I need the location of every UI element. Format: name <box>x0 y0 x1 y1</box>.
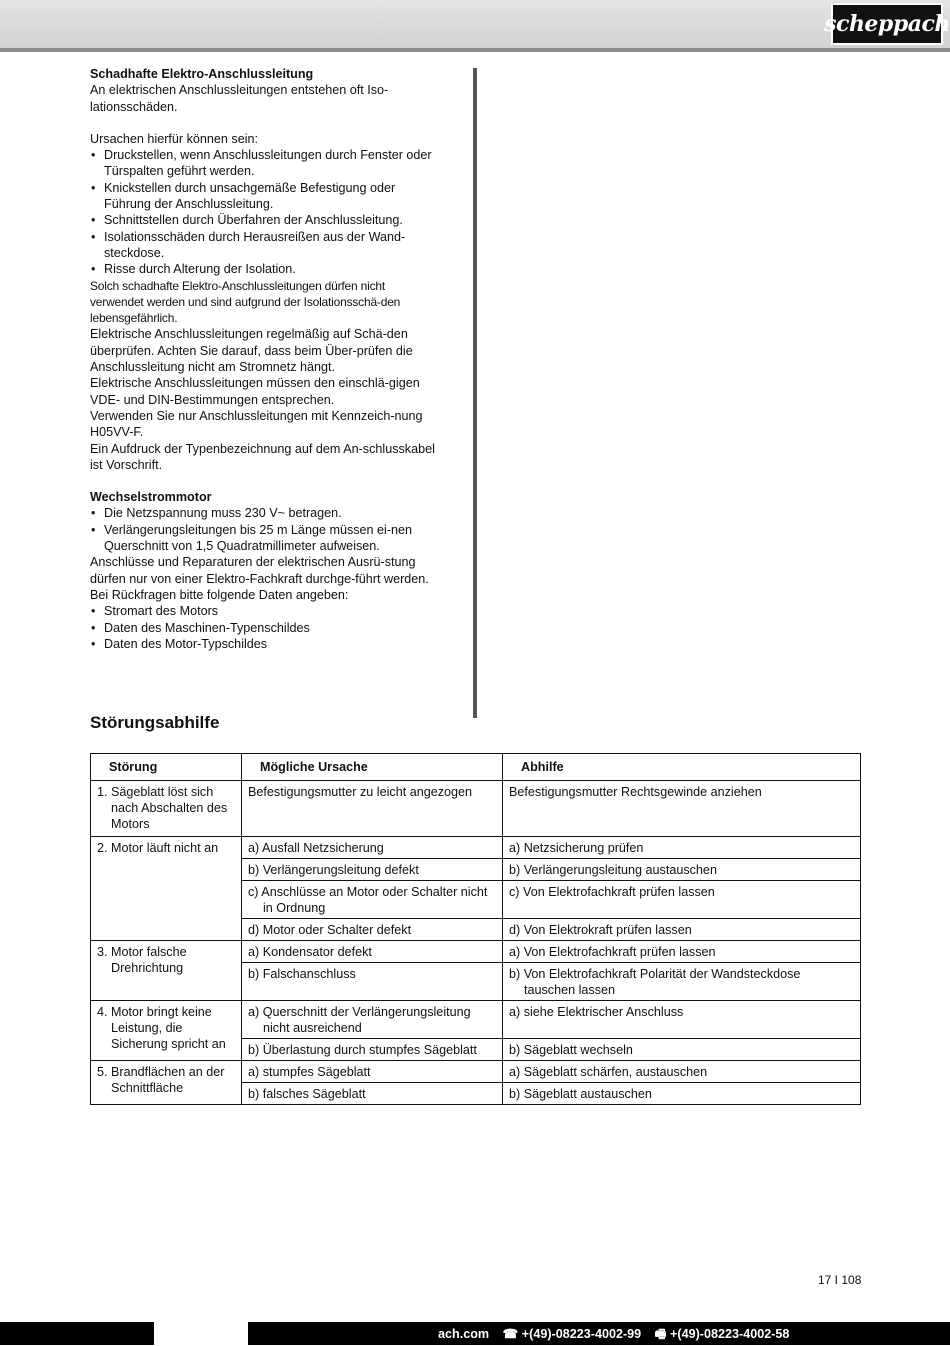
warning-text: Solch schadhafte Elektro-Anschlussleitungen dürfen nicht verwendet werden und sind aufgrund der Isolationsschä-den lebensgefährlich. <box>90 278 401 326</box>
list-item: • Daten des Maschinen-Typenschildes <box>90 620 440 636</box>
cause-cell: b) Falschanschluss <box>248 967 356 981</box>
footer-gap <box>154 1322 248 1345</box>
remedy-cell: a) Von Elektrofachkraft prüfen lassen <box>509 945 716 959</box>
website-link[interactable]: ach.com <box>438 1327 490 1341</box>
phone-number: ☎ +(49)-08223-4002-99 <box>502 1327 642 1341</box>
remedy-cell: b) Sägeblatt austauschen <box>509 1087 652 1101</box>
remedy-cell: a) siehe Elektrischer Anschluss <box>509 1005 684 1019</box>
list-item: • Stromart des Motors <box>90 603 440 619</box>
cause-cell: a) Querschnitt der Verlängerungsleitung nicht ausreichend <box>248 1005 471 1035</box>
paragraph: Anschlüsse und Reparaturen der elektrischen Ausrü-stung dürfen nur von einer Elektro-Fachkraft durchge-führt werden. <box>90 555 429 586</box>
fault-cell: 2. Motor läuft nicht an <box>97 841 219 855</box>
table-row <box>91 1061 861 1083</box>
left-column <box>90 66 440 652</box>
brand-logo: scheppach <box>831 3 943 45</box>
cause-cell: a) stumpfes Sägeblatt <box>248 1065 371 1079</box>
paragraph: An elektrischen Anschlussleitungen entstehen oft Iso-lationsschäden. <box>90 83 389 114</box>
section-heading: Wechselstrommotor <box>90 490 212 505</box>
remedy-cell: Befestigungsmutter Rechtsgewinde anziehen <box>509 785 762 799</box>
table-header-row <box>91 754 861 781</box>
table-row <box>91 837 861 859</box>
cause-cell: b) Verlängerungsleitung defekt <box>248 863 419 877</box>
section-heading: Schadhafte Elektro-Anschlussleitung <box>90 67 314 81</box>
page-number: 17 I 108 <box>818 1273 862 1287</box>
column-header: Störung <box>91 754 242 781</box>
remedy-cell: b) Von Elektrofachkraft Polarität der Wandsteckdose tauschen lassen <box>509 967 801 997</box>
paragraph: Bei Rückfragen bitte folgende Daten angeben: <box>90 587 349 602</box>
table-row <box>91 1001 861 1039</box>
remedy-cell: a) Netzsicherung prüfen <box>509 841 644 855</box>
cause-cell: Befestigungsmutter zu leicht angezogen <box>248 785 473 799</box>
remedy-cell: a) Sägeblatt schärfen, austauschen <box>509 1065 708 1079</box>
remedy-cell: b) Sägeblatt wechseln <box>509 1043 633 1057</box>
paragraph: Verwenden Sie nur Anschlussleitungen mit Kennzeich-nung H05VV-F. <box>90 408 423 440</box>
list-item: • Daten des Motor-Typschildes <box>90 636 440 652</box>
paragraph: Elektrische Anschlussleitungen regelmäßig auf Schä-den überprüfen. Achten Sie darauf, dass beim Über-prüfen die Anschlussleitung nicht am Stromnetz hängt. <box>90 327 413 375</box>
list-item: • Druckstellen, wenn Anschlussleitungen durch Fenster oder Türspalten geführt werden. <box>90 147 440 180</box>
fault-cell: 1. Sägeblatt löst sich nach Abschalten des Motors <box>97 785 228 831</box>
list-item: • Isolationsschäden durch Herausreißen aus der Wand-steckdose. <box>90 229 440 262</box>
troubleshooting-title: Störungsabhilfe <box>90 713 220 732</box>
remedy-cell: c) Von Elektrofachkraft prüfen lassen <box>509 885 715 899</box>
paragraph: Elektrische Anschlussleitungen müssen den einschlä-gigen VDE- und DIN-Bestimmungen entsprechen. <box>90 376 420 407</box>
cause-cell: b) falsches Sägeblatt <box>248 1087 366 1101</box>
fax-number: 🖷 +(49)-08223-4002-58 <box>654 1327 790 1341</box>
column-divider <box>473 68 477 718</box>
remedy-cell: b) Verlängerungsleitung austauschen <box>509 863 717 877</box>
paragraph: Ursachen hierfür können sein: <box>90 131 259 146</box>
table-row <box>91 781 861 837</box>
troubleshooting-table <box>90 753 861 1105</box>
fault-cell: 3. Motor falsche Drehrichtung <box>97 945 187 975</box>
cause-cell: a) Kondensator defekt <box>248 945 372 959</box>
cause-cell: c) Anschlüsse an Motor oder Schalter nicht in Ordnung <box>248 885 488 915</box>
list-item: • Knickstellen durch unsachgemäße Befestigung oder Führung der Anschlussleitung. <box>90 180 440 213</box>
footer-contact <box>438 1325 799 1346</box>
header-bar <box>0 0 950 52</box>
fault-cell: 5. Brandflächen an der Schnittfläche <box>97 1065 225 1095</box>
causes-list <box>90 147 440 277</box>
list-item: • Schnittstellen durch Überfahren der Anschlussleitung. <box>90 212 440 228</box>
column-header: Mögliche Ursache <box>242 754 503 781</box>
cause-cell: d) Motor oder Schalter defekt <box>248 923 412 937</box>
cause-cell: b) Überlastung durch stumpfes Sägeblatt <box>248 1043 477 1057</box>
remedy-cell: d) Von Elektrokraft prüfen lassen <box>509 923 692 937</box>
fault-cell: 4. Motor bringt keine Leistung, die Sicherung spricht an <box>97 1005 226 1051</box>
list-item: • Verlängerungsleitungen bis 25 m Länge müssen ei-nen Querschnitt von 1,5 Quadratmillimeter aufweisen. <box>90 522 440 555</box>
paragraph: Ein Aufdruck der Typenbezeichnung auf dem An-schlusskabel ist Vorschrift. <box>90 441 435 472</box>
data-list <box>90 603 440 652</box>
column-header: Abhilfe <box>503 754 861 781</box>
list-item: • Risse durch Alterung der Isolation. <box>90 261 440 277</box>
motor-list <box>90 505 440 554</box>
list-item: • Die Netzspannung muss 230 V~ betragen. <box>90 505 440 521</box>
cause-cell: a) Ausfall Netzsicherung <box>248 841 384 855</box>
table-row <box>91 941 861 963</box>
